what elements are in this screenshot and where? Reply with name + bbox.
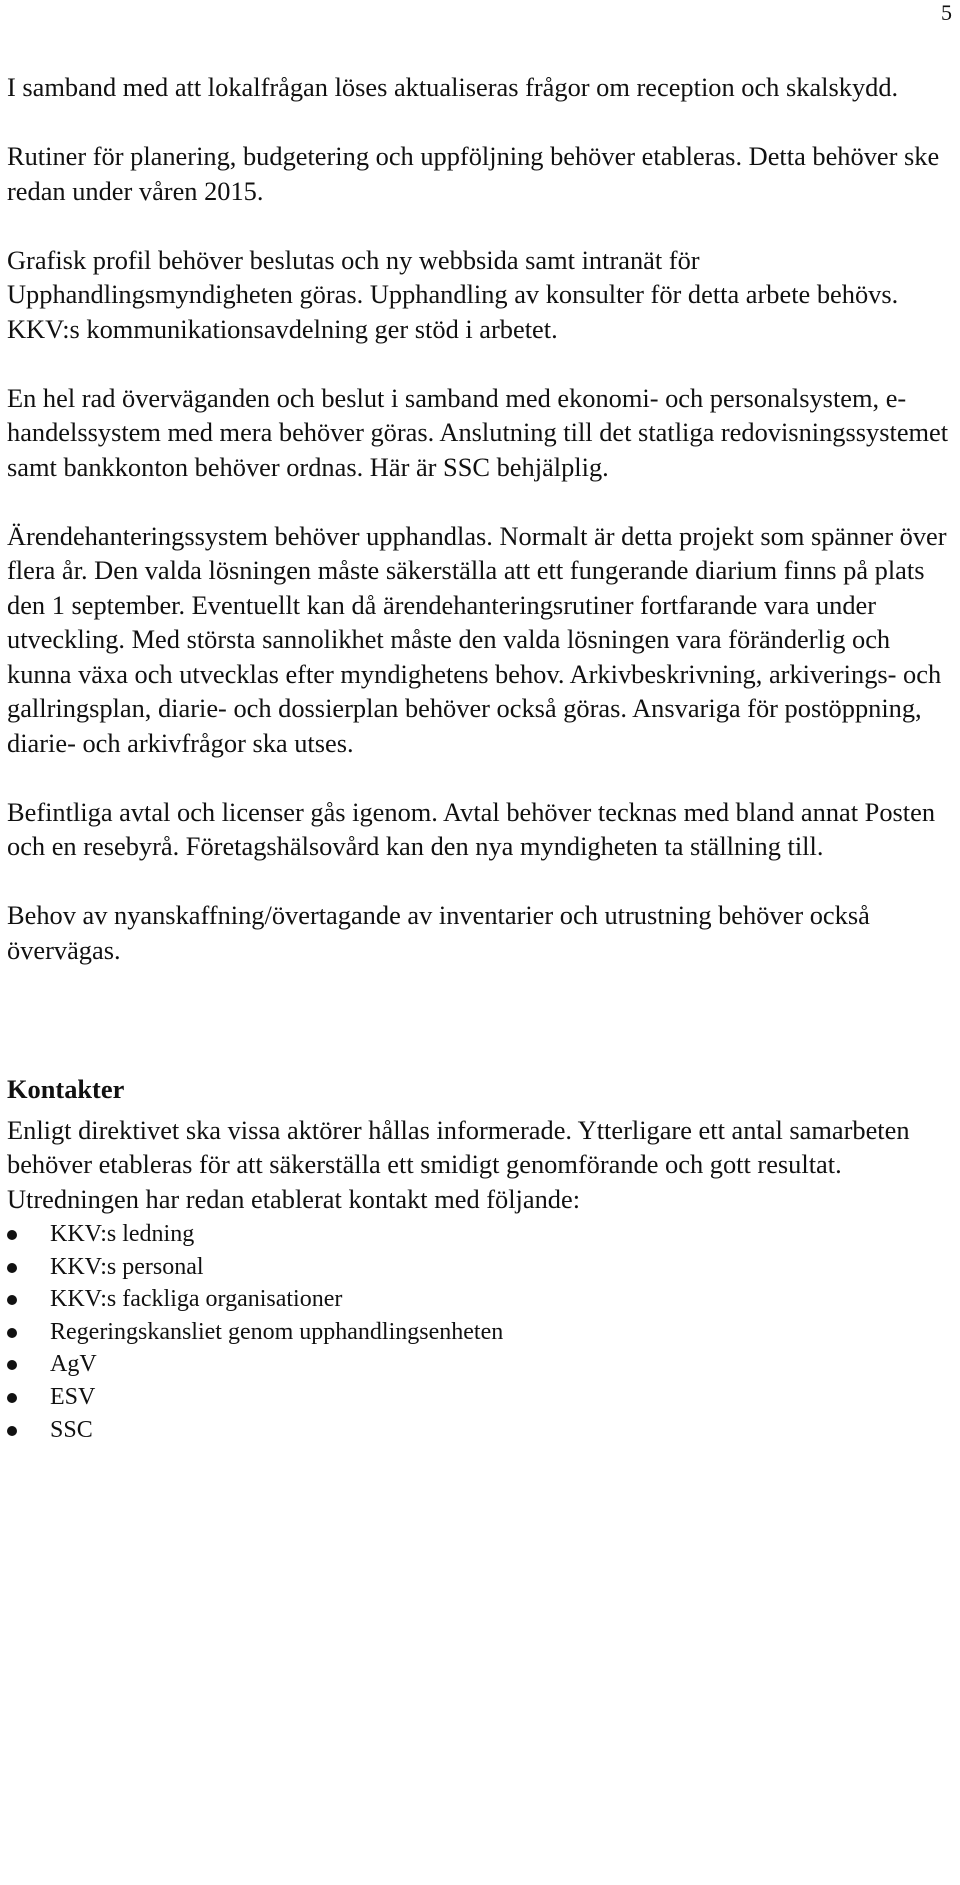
section-heading-contacts: Kontakter [7,1074,125,1104]
document-body [7,70,952,1446]
contacts-list [7,1218,952,1446]
bullet-icon [7,1230,17,1240]
bullet-icon [7,1360,17,1370]
list-item [7,1316,952,1349]
list-item-label: AgV [50,1351,97,1378]
page-number: 5 [941,0,952,25]
bullet-icon [7,1393,17,1403]
paragraph-case-management: Ärendehanteringssystem behöver upphandlas. Normalt är detta projekt som spänner över flera år. Den valda lösningen måste säkerställa att ett fungerande diarium finns på plats den 1 september. Eventuellt kan då ärendehanteringsrutiner fortfarande vara under utveckling. Med största sannolikhet måste den valda lösningen vara föränderlig och kunna växa och utvecklas efter myndighetens behov. Arkivbeskrivning, arkiverings- och gallringsplan, diarie- och dossierplan behöver också göras. Ansvariga för postöppning, diarie- och arkivfrågor ska utses. [7,520,947,758]
list-item-label: Regeringskansliet genom upphandlingsenheten [50,1318,504,1345]
list-item [7,1218,952,1251]
paragraph-reception: I samband med att lokalfrågan löses aktualiseras frågor om reception och skalskydd. [7,72,899,102]
bullet-icon [7,1263,17,1273]
list-item-label: ESV [50,1383,96,1410]
list-item [7,1283,952,1316]
paragraph-graphic-profile: Grafisk profil behöver beslutas och ny webbsida samt intranät för Upphandlingsmyndigheten göras. Upphandling av konsulter för detta arbete behövs. KKV:s kommunikationsavdelning ger stöd i arbetet. [7,244,899,344]
paragraph-contacts-intro: Enligt direktivet ska vissa aktörer hållas informerade. Ytterligare ett antal samarbeten behöver etableras för att säkerställa ett smidigt genomförande och gott resultat. Utredningen har redan etablerat kontakt med följande: [7,1114,910,1214]
paragraph-inventory: Behov av nyanskaffning/övertagande av inventarier och utrustning behöver också övervägas. [7,900,870,965]
list-item [7,1381,952,1414]
paragraph-agreements: Befintliga avtal och licenser gås igenom. Avtal behöver tecknas med bland annat Posten och en resebyrå. Företagshälsovård kan den nya myndigheten ta ställning till. [7,796,936,861]
bullet-icon [7,1295,17,1305]
list-item-label: KKV:s fackliga organisationer [50,1286,343,1313]
list-item-label: KKV:s ledning [50,1221,195,1247]
bullet-icon [7,1328,17,1338]
list-item [7,1251,952,1284]
list-item-label: SSC [50,1416,93,1443]
paragraph-economy-systems: En hel rad överväganden och beslut i samband med ekonomi- och personalsystem, e-handelssystem med mera behöver göras. Anslutning till det statliga redovisningssystemet samt bankkonton behöver ordnas. Här är SSC behjälplig. [7,382,949,482]
bullet-icon [7,1426,17,1436]
list-item-label: KKV:s personal [50,1253,204,1280]
paragraph-planning: Rutiner för planering, budgetering och uppföljning behöver etableras. Detta behöver ske redan under våren 2015. [7,141,940,206]
list-item [7,1348,952,1381]
list-item [7,1414,952,1447]
